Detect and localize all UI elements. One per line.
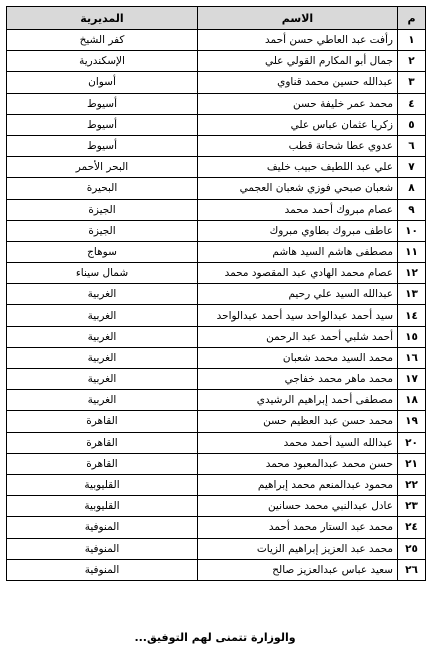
table-row	[7, 326, 426, 347]
table-row	[7, 559, 426, 580]
table-row	[7, 93, 426, 114]
table-row	[7, 517, 426, 538]
row-number: ٢٠	[398, 432, 426, 453]
row-name: علي عبد اللطيف حبيب خليف	[198, 157, 398, 178]
row-name: شعبان صبحي فوزي شعبان العجمي	[198, 178, 398, 199]
row-name: سيد أحمد عبدالواحد سيد أحمد عبدالواحد	[198, 305, 398, 326]
row-name: مصطفى أحمد إبراهيم الرشيدي	[198, 390, 398, 411]
row-governorate: الجيزة	[7, 220, 198, 241]
table-row	[7, 284, 426, 305]
row-number: ١٩	[398, 411, 426, 432]
table-row	[7, 263, 426, 284]
row-name: محمد حسن عبد العظيم حسن	[198, 411, 398, 432]
table-row	[7, 432, 426, 453]
table-row	[7, 496, 426, 517]
row-number: ٢	[398, 51, 426, 72]
table-row	[7, 369, 426, 390]
row-number: ١٢	[398, 263, 426, 284]
row-name: محمد السيد محمد شعبان	[198, 347, 398, 368]
row-name: مصطفى هاشم السيد هاشم	[198, 241, 398, 262]
row-number: ١	[398, 30, 426, 51]
row-governorate: الغربية	[7, 347, 198, 368]
row-name: عصام محمد الهادي عبد المقصود محمد	[198, 263, 398, 284]
row-number: ١٨	[398, 390, 426, 411]
header-number: م	[398, 7, 426, 30]
row-number: ٦	[398, 135, 426, 156]
table-row	[7, 453, 426, 474]
table-body	[7, 30, 426, 581]
names-table	[6, 6, 426, 581]
row-number: ١٥	[398, 326, 426, 347]
row-governorate: القاهرة	[7, 432, 198, 453]
row-name: محمد عمر خليفة حسن	[198, 93, 398, 114]
row-governorate: القاهرة	[7, 411, 198, 432]
row-name: محمد ماهر محمد خفاجي	[198, 369, 398, 390]
row-number: ٤	[398, 93, 426, 114]
row-number: ٣	[398, 72, 426, 93]
row-number: ٨	[398, 178, 426, 199]
row-governorate: أسوان	[7, 72, 198, 93]
row-name: عبدالله حسين محمد قناوي	[198, 72, 398, 93]
row-governorate: القليوبية	[7, 474, 198, 495]
row-number: ٥	[398, 114, 426, 135]
row-governorate: أسيوط	[7, 135, 198, 156]
row-name: أحمد شلبي أحمد عبد الرحمن	[198, 326, 398, 347]
row-governorate: أسيوط	[7, 93, 198, 114]
row-governorate: شمال سيناء	[7, 263, 198, 284]
row-governorate: الجيزة	[7, 199, 198, 220]
table-row	[7, 474, 426, 495]
row-number: ٩	[398, 199, 426, 220]
row-name: محمود عبدالمنعم محمد إبراهيم	[198, 474, 398, 495]
row-number: ١٤	[398, 305, 426, 326]
table-row	[7, 538, 426, 559]
table-row	[7, 199, 426, 220]
footer-note: والوزارة تتمنى لهم التوفيق...	[134, 631, 296, 644]
row-name: جمال أبو المكارم القولي علي	[198, 51, 398, 72]
row-governorate: المنوفية	[7, 559, 198, 580]
row-governorate: الغربية	[7, 326, 198, 347]
row-name: عبدالله السيد أحمد محمد	[198, 432, 398, 453]
table-row	[7, 30, 426, 51]
row-number: ٧	[398, 157, 426, 178]
row-number: ١٠	[398, 220, 426, 241]
row-number: ٢١	[398, 453, 426, 474]
row-name: عبدالله السيد علي رحيم	[198, 284, 398, 305]
row-governorate: أسيوط	[7, 114, 198, 135]
row-governorate: القليوبية	[7, 496, 198, 517]
row-number: ٢٦	[398, 559, 426, 580]
table-header-row	[7, 7, 426, 30]
row-name: محمد عبد العزيز إبراهيم الزيات	[198, 538, 398, 559]
row-governorate: المنوفية	[7, 538, 198, 559]
row-governorate: البحيرة	[7, 178, 198, 199]
row-name: حسن محمد عبدالمعبود محمد	[198, 453, 398, 474]
row-number: ٢٤	[398, 517, 426, 538]
table-row	[7, 241, 426, 262]
row-governorate: الإسكندرية	[7, 51, 198, 72]
row-governorate: البحر الأحمر	[7, 157, 198, 178]
row-governorate: الغربية	[7, 284, 198, 305]
header-name: الاسم	[198, 7, 398, 30]
table-row	[7, 135, 426, 156]
table-row	[7, 411, 426, 432]
row-governorate: سوهاج	[7, 241, 198, 262]
table-row	[7, 157, 426, 178]
table-row	[7, 178, 426, 199]
row-governorate: كفر الشيخ	[7, 30, 198, 51]
row-number: ١٧	[398, 369, 426, 390]
row-number: ١١	[398, 241, 426, 262]
table-row	[7, 390, 426, 411]
row-name: عصام مبروك أحمد محمد	[198, 199, 398, 220]
table-row	[7, 305, 426, 326]
row-governorate: الغربية	[7, 369, 198, 390]
row-number: ٢٥	[398, 538, 426, 559]
row-name: عاطف مبروك بطاوي مبروك	[198, 220, 398, 241]
row-name: سعيد عباس عبدالعزيز صالح	[198, 559, 398, 580]
row-name: محمد عبد الستار محمد أحمد	[198, 517, 398, 538]
row-governorate: الغربية	[7, 390, 198, 411]
row-name: رأفت عبد العاطي حسن أحمد	[198, 30, 398, 51]
table-row	[7, 220, 426, 241]
row-number: ٢٢	[398, 474, 426, 495]
table-row	[7, 72, 426, 93]
row-governorate: المنوفية	[7, 517, 198, 538]
row-name: عدوي عطا شحاتة قطب	[198, 135, 398, 156]
table-row	[7, 347, 426, 368]
row-name: عادل عبدالنبي محمد حسانين	[198, 496, 398, 517]
row-number: ٢٣	[398, 496, 426, 517]
table-row	[7, 114, 426, 135]
row-name: زكريا عثمان عباس علي	[198, 114, 398, 135]
document-sheet	[6, 6, 426, 581]
row-governorate: الغربية	[7, 305, 198, 326]
row-number: ١٣	[398, 284, 426, 305]
row-number: ١٦	[398, 347, 426, 368]
table-row	[7, 51, 426, 72]
row-governorate: القاهرة	[7, 453, 198, 474]
header-governorate: المديرية	[7, 7, 198, 30]
